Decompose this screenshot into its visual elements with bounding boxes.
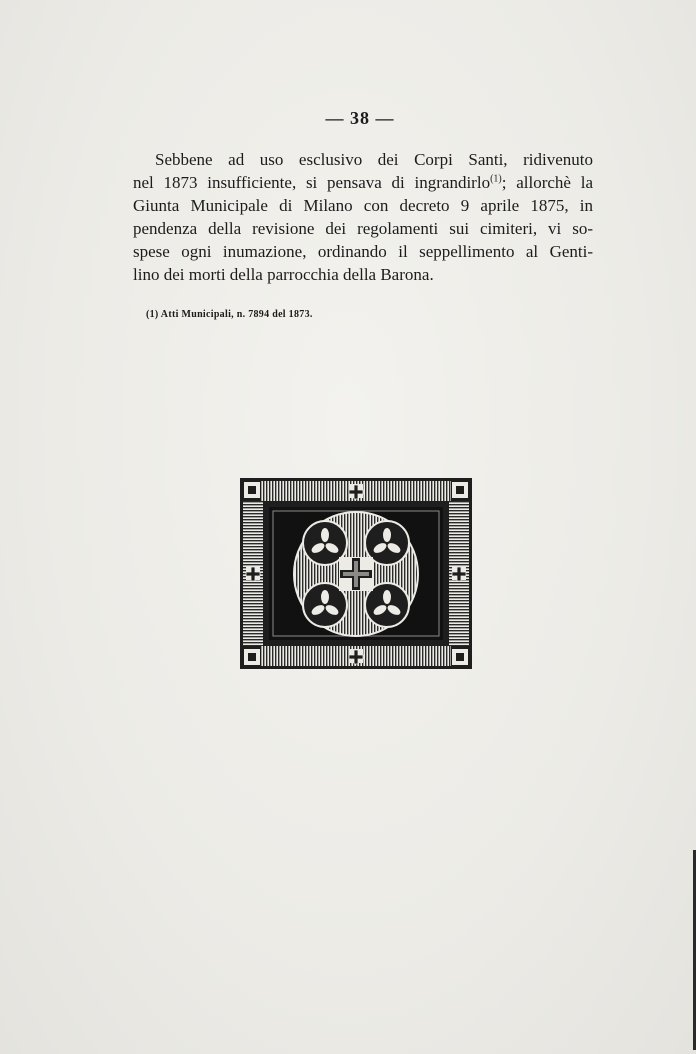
text-line: lino dei morti della parrocchia della Barona. <box>133 265 434 284</box>
footnote: (1) Atti Municipali, n. 7894 del 1873. <box>146 309 313 320</box>
decorative-tile-illustration <box>239 477 473 670</box>
body-paragraph <box>133 148 593 286</box>
text-line: pendenza della revisione dei regolamenti sui cimiteri, vi so- <box>133 219 593 238</box>
text-line: Sebbene ad uso esclusivo dei Corpi Santi, ridivenuto <box>155 150 593 169</box>
page-number: — 38 — <box>325 108 395 128</box>
text-line <box>133 171 593 194</box>
central-cross-icon <box>339 557 373 591</box>
text-line-part: ; allorchè la <box>501 173 593 192</box>
text-line: spese ogni inumazione, ordinando il seppellimento al Genti- <box>133 242 593 261</box>
text-line: Giunta Municipale di Milano con decreto 9 aprile 1875, in <box>133 196 593 215</box>
text-line-part: nel 1873 insufficiente, si pensava di ingrandirlo <box>133 173 491 192</box>
footnote-reference: (1) <box>490 173 502 185</box>
